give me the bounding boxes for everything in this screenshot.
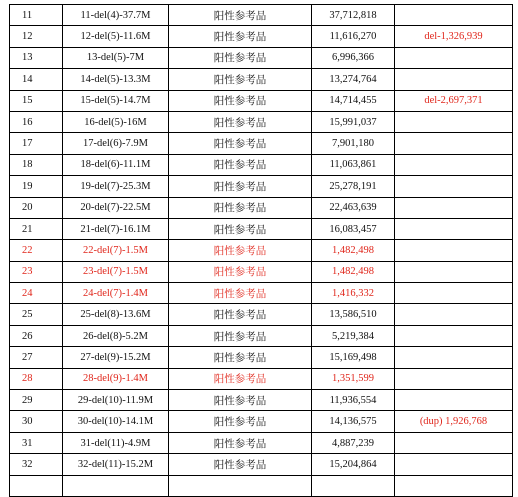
- sample-name-cell: 26-del(8)-5.2M: [63, 325, 169, 346]
- table-row: [10, 5, 513, 26]
- size-value-cell: 5,219,384: [312, 325, 395, 346]
- sample-name-cell: [63, 475, 169, 496]
- sample-name-cell: 27-del(9)-15.2M: [63, 347, 169, 368]
- table-row: [10, 133, 513, 154]
- sample-name-cell: 14-del(5)-13.3M: [63, 69, 169, 90]
- table-row: [10, 90, 513, 111]
- row-number-cell: 25: [10, 304, 63, 325]
- sample-type-cell: 阳性参考品: [169, 261, 312, 282]
- table-row: [10, 432, 513, 453]
- note-cell: (dup) 1,926,768: [395, 411, 513, 432]
- sample-type-cell: 阳性参考品: [169, 133, 312, 154]
- sample-type-cell: 阳性参考品: [169, 283, 312, 304]
- table-row: [10, 197, 513, 218]
- size-value-cell: 14,714,455: [312, 90, 395, 111]
- note-cell: [395, 325, 513, 346]
- table-row: [10, 368, 513, 389]
- sample-name-cell: 32-del(11)-15.2M: [63, 454, 169, 475]
- size-value-cell: 15,204,864: [312, 454, 395, 475]
- row-number-cell: 23: [10, 261, 63, 282]
- sample-name-cell: 22-del(7)-1.5M: [63, 240, 169, 261]
- sample-name-cell: 15-del(5)-14.7M: [63, 90, 169, 111]
- note-cell: [395, 47, 513, 68]
- sample-name-cell: 13-del(5)-7M: [63, 47, 169, 68]
- sample-name-cell: 23-del(7)-1.5M: [63, 261, 169, 282]
- table-row: [10, 111, 513, 132]
- table-row: [10, 176, 513, 197]
- table-row: [10, 411, 513, 432]
- row-number-cell: 27: [10, 347, 63, 368]
- size-value-cell: 22,463,639: [312, 197, 395, 218]
- sample-name-cell: 19-del(7)-25.3M: [63, 176, 169, 197]
- table-row: [10, 304, 513, 325]
- document-table-container: [9, 4, 513, 497]
- note-cell: [395, 111, 513, 132]
- note-cell: [395, 390, 513, 411]
- sample-name-cell: 12-del(5)-11.6M: [63, 26, 169, 47]
- table-row: [10, 154, 513, 175]
- row-number-cell: 26: [10, 325, 63, 346]
- size-value-cell: 1,351,599: [312, 368, 395, 389]
- sample-type-cell: 阳性参考品: [169, 154, 312, 175]
- row-number-cell: 29: [10, 390, 63, 411]
- note-cell: [395, 283, 513, 304]
- sample-name-cell: 28-del(9)-1.4M: [63, 368, 169, 389]
- sample-type-cell: 阳性参考品: [169, 368, 312, 389]
- size-value-cell: 6,996,366: [312, 47, 395, 68]
- note-cell: del-2,697,371: [395, 90, 513, 111]
- sample-type-cell: 阳性参考品: [169, 240, 312, 261]
- table-row: [10, 47, 513, 68]
- sample-type-cell: 阳性参考品: [169, 454, 312, 475]
- sample-type-cell: 阳性参考品: [169, 90, 312, 111]
- sample-type-cell: 阳性参考品: [169, 69, 312, 90]
- table-row: [10, 390, 513, 411]
- sample-type-cell: 阳性参考品: [169, 111, 312, 132]
- sample-name-cell: 24-del(7)-1.4M: [63, 283, 169, 304]
- note-cell: [395, 368, 513, 389]
- note-cell: [395, 432, 513, 453]
- sample-type-cell: 阳性参考品: [169, 176, 312, 197]
- note-cell: [395, 304, 513, 325]
- row-number-cell: 20: [10, 197, 63, 218]
- row-number-cell: 19: [10, 176, 63, 197]
- sample-name-cell: 29-del(10)-11.9M: [63, 390, 169, 411]
- sample-name-cell: 16-del(5)-16M: [63, 111, 169, 132]
- row-number-cell: 11: [10, 5, 63, 26]
- size-value-cell: 25,278,191: [312, 176, 395, 197]
- size-value-cell: 11,936,554: [312, 390, 395, 411]
- size-value-cell: 14,136,575: [312, 411, 395, 432]
- note-cell: del-1,326,939: [395, 26, 513, 47]
- row-number-cell: 28: [10, 368, 63, 389]
- size-value-cell: [312, 475, 395, 496]
- note-cell: [395, 176, 513, 197]
- size-value-cell: 1,482,498: [312, 240, 395, 261]
- sample-name-cell: 31-del(11)-4.9M: [63, 432, 169, 453]
- size-value-cell: 11,063,861: [312, 154, 395, 175]
- sample-type-cell: 阳性参考品: [169, 218, 312, 239]
- table-row: [10, 69, 513, 90]
- row-number-cell: 22: [10, 240, 63, 261]
- note-cell: [395, 218, 513, 239]
- sample-name-cell: 25-del(8)-13.6M: [63, 304, 169, 325]
- row-number-cell: 17: [10, 133, 63, 154]
- sample-type-cell: 阳性参考品: [169, 432, 312, 453]
- note-cell: [395, 69, 513, 90]
- table-row: [10, 347, 513, 368]
- size-value-cell: 13,274,764: [312, 69, 395, 90]
- row-number-cell: 18: [10, 154, 63, 175]
- sample-name-cell: 20-del(7)-22.5M: [63, 197, 169, 218]
- size-value-cell: 16,083,457: [312, 218, 395, 239]
- sample-type-cell: 阳性参考品: [169, 26, 312, 47]
- size-value-cell: 15,169,498: [312, 347, 395, 368]
- size-value-cell: 7,901,180: [312, 133, 395, 154]
- row-number-cell: 13: [10, 47, 63, 68]
- size-value-cell: 1,416,332: [312, 283, 395, 304]
- sample-type-cell: 阳性参考品: [169, 325, 312, 346]
- size-value-cell: 11,616,270: [312, 26, 395, 47]
- table-row: [10, 240, 513, 261]
- row-number-cell: 15: [10, 90, 63, 111]
- table-row: [10, 218, 513, 239]
- sample-type-cell: 阳性参考品: [169, 47, 312, 68]
- note-cell: [395, 347, 513, 368]
- sample-type-cell: 阳性参考品: [169, 411, 312, 432]
- table-row: [10, 454, 513, 475]
- row-number-cell: 32: [10, 454, 63, 475]
- sample-name-cell: 18-del(6)-11.1M: [63, 154, 169, 175]
- row-number-cell: 30: [10, 411, 63, 432]
- sample-name-cell: 11-del(4)-37.7M: [63, 5, 169, 26]
- sample-type-cell: 阳性参考品: [169, 304, 312, 325]
- size-value-cell: 37,712,818: [312, 5, 395, 26]
- size-value-cell: 1,482,498: [312, 261, 395, 282]
- sample-name-cell: 30-del(10)-14.1M: [63, 411, 169, 432]
- row-number-cell: 14: [10, 69, 63, 90]
- size-value-cell: 13,586,510: [312, 304, 395, 325]
- row-number-cell: 31: [10, 432, 63, 453]
- size-value-cell: 4,887,239: [312, 432, 395, 453]
- table-row: [10, 283, 513, 304]
- sample-type-cell: 阳性参考品: [169, 347, 312, 368]
- size-value-cell: 15,991,037: [312, 111, 395, 132]
- note-cell: [395, 133, 513, 154]
- sample-type-cell: 阳性参考品: [169, 197, 312, 218]
- row-number-cell: [10, 475, 63, 496]
- row-number-cell: 16: [10, 111, 63, 132]
- table-row: [10, 475, 513, 496]
- table-body: [10, 5, 513, 497]
- note-cell: [395, 475, 513, 496]
- row-number-cell: 12: [10, 26, 63, 47]
- note-cell: [395, 454, 513, 475]
- note-cell: [395, 5, 513, 26]
- sample-type-cell: 阳性参考品: [169, 5, 312, 26]
- table-row: [10, 26, 513, 47]
- sample-type-cell: [169, 475, 312, 496]
- note-cell: [395, 240, 513, 261]
- sample-type-cell: 阳性参考品: [169, 390, 312, 411]
- table-row: [10, 325, 513, 346]
- row-number-cell: 21: [10, 218, 63, 239]
- note-cell: [395, 261, 513, 282]
- note-cell: [395, 197, 513, 218]
- row-number-cell: 24: [10, 283, 63, 304]
- reference-sample-table: [9, 4, 513, 497]
- sample-name-cell: 21-del(7)-16.1M: [63, 218, 169, 239]
- sample-name-cell: 17-del(6)-7.9M: [63, 133, 169, 154]
- table-row: [10, 261, 513, 282]
- note-cell: [395, 154, 513, 175]
